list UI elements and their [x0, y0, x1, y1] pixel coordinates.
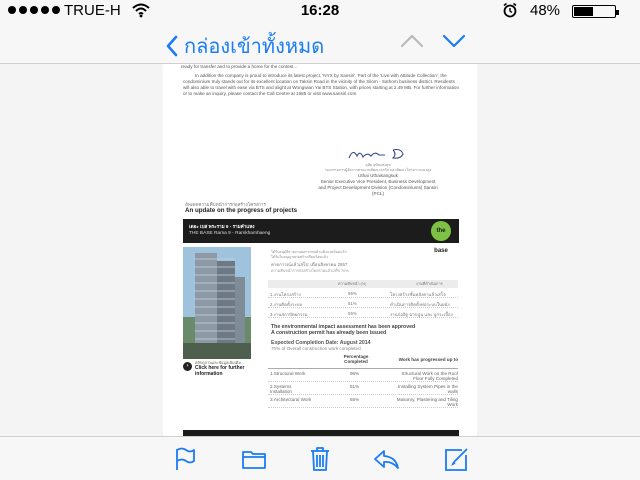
signature-image	[345, 146, 415, 162]
more-info-label: Click here for further information	[195, 365, 245, 377]
chevron-left-icon	[166, 35, 178, 57]
row-item: 1.Structural Work	[270, 371, 306, 376]
update-heading: An update on the progress of projects	[185, 207, 298, 214]
row-item: 2.Systems Installation	[270, 384, 292, 394]
signer-name-th: อุทัย อุทัยแสงสุข	[365, 163, 391, 167]
flag-icon	[170, 445, 198, 473]
progress-table	[268, 353, 458, 408]
header-pct-th: ความคืบหน้า (%)	[338, 282, 367, 286]
compose-button[interactable]	[442, 445, 470, 473]
row-work: Masonry, Plastering and Tiling Work	[396, 397, 458, 407]
previous-message-button[interactable]	[400, 32, 424, 55]
building-photo[interactable]	[183, 247, 251, 359]
eia-status-th: ได้รับอนุมัติรายงานผลกระทบด้านสิ่งแวดล้อมแล้ว	[271, 250, 347, 254]
compose-icon	[442, 445, 470, 473]
battery-icon	[572, 5, 616, 18]
carrier-name: TRUE-H	[64, 2, 121, 19]
reply-button[interactable]	[372, 445, 400, 473]
intro-top-text: ready for transfer and to provide a home for the contest...	[181, 64, 298, 69]
update-heading-th: อัพเดตความคืบหน้าการก่อสร้างโครงการ	[185, 202, 266, 207]
row-item: 1.งานโครงสร้าง	[270, 292, 301, 297]
progress-table-th	[268, 280, 458, 318]
chevron-down-icon	[442, 32, 466, 50]
signer-title-line-2: and Project Development Division (Condominiums) Sansiri	[318, 185, 438, 190]
status-bar	[0, 0, 640, 22]
overall-progress: 70% of Overall construction work completed	[271, 346, 361, 351]
row-work: ดำเนินการติดตั้งท่อระบบในผนัง	[390, 302, 450, 307]
delete-button[interactable]	[306, 445, 334, 473]
row-work: โครงสร้างชั้นหลังคาแล้วเสร็จ	[390, 292, 446, 297]
row-pct: 51%	[348, 301, 357, 306]
row-item: 2.งานติดตั้งระบบ	[270, 302, 303, 307]
project-name: THE BASE Rama 9 - Ramkhamhaeng	[189, 231, 271, 236]
signer-title-line-1: Senior Executive Vice President, Business Development	[320, 179, 436, 184]
bottom-toolbar	[0, 436, 640, 480]
row-pct: 51%	[350, 384, 360, 389]
table-row	[268, 369, 458, 382]
table-row	[268, 382, 458, 395]
trash-icon	[306, 445, 334, 473]
row-pct: 55%	[348, 311, 357, 316]
signer-title-th: รองกรรมการผู้จัดการสายงานพัฒนาธุรกิจ และพัฒนาโครงการแนวสูง	[324, 168, 432, 172]
project-status-th	[271, 250, 421, 260]
signature-block	[283, 163, 473, 197]
expected-completion-th: คาดการณ์แล้วเสร็จ: เดือนสิงหาคม 2557	[271, 262, 348, 267]
signer-name: Uthai Uthaisangsuk	[358, 173, 398, 178]
expected-completion: Expected Completion Date: August 2014	[271, 340, 371, 346]
folder-icon	[240, 445, 268, 473]
row-pct: 55%	[350, 397, 360, 402]
permit-status: A construction permit has already been issued	[271, 330, 387, 336]
table-row	[268, 288, 458, 298]
flag-button[interactable]	[170, 445, 198, 473]
navigation-bar	[0, 22, 640, 64]
next-message-button[interactable]	[442, 32, 466, 55]
project-logo: the base	[431, 221, 451, 241]
completion-status-th	[271, 261, 421, 274]
row-item: 3.Architectural Work	[270, 397, 312, 402]
table-header	[268, 353, 458, 369]
alarm-icon	[502, 2, 518, 22]
move-to-folder-button[interactable]	[240, 445, 268, 473]
overall-progress-th: ความคืบหน้าการก่อสร้างโดยรวมแล้วเสร็จ 70%	[271, 269, 349, 273]
row-pct: 96%	[350, 371, 360, 376]
header-pct: Percentage Completed	[343, 354, 369, 364]
back-to-inbox-button[interactable]	[166, 30, 324, 62]
row-work: Installing System Pipes in the walls	[397, 384, 458, 394]
header-work-th: งานที่ดำเนินการ	[416, 282, 443, 286]
battery-percent: 48%	[530, 2, 561, 19]
eia-status: The environmental impact assessment has been approved	[271, 324, 416, 330]
row-work: งานก่ออิฐ ฉาบปูน และ ปูกระเบื้อง	[390, 312, 453, 317]
table-row	[268, 298, 458, 308]
row-work: Structural Work on the Roof Floor Fully Completed	[401, 371, 458, 381]
email-newsletter-image[interactable]	[163, 64, 477, 444]
clock: 16:28	[300, 2, 340, 19]
table-header	[268, 280, 458, 288]
project-name-th: เดอะ เบส พระราม 9 - รามคำแหง	[189, 224, 255, 229]
intro-paragraph: In addition the company is proud to introduce its latest project, 'NYX by Sansiri'. Part of the 'Live with Attitude Collection', the condominium truly stands out for its excellent location on Taksin Road in the vicinity of the Silom - Sathorn business district. Residents will also able to travel with ease via BTS and alight at Wongwian Yai BTS Station, with prices starting at 2.49 MB. For further information or to make an inquiry, please contact the Call Centre at 1685 or visit www.sansiri.com	[183, 73, 460, 96]
table-row	[268, 395, 458, 408]
row-pct: 96%	[348, 291, 357, 296]
more-info-th: คลิกดูภาพและข้อมูลเพิ่มเติม	[195, 361, 241, 365]
reply-icon	[372, 445, 400, 473]
header-work: Work has progressed up to	[398, 357, 458, 362]
signer-title-line-3: (PCL)	[372, 191, 384, 196]
row-item: 3.งานสถาปัตยกรรม	[270, 312, 308, 317]
table-row	[268, 308, 458, 318]
chevron-up-icon	[400, 32, 424, 50]
info-icon: ›	[183, 362, 192, 371]
back-label: กล่องเข้าทั้งหมด	[184, 36, 325, 58]
permit-status-th: ได้รับใบอนุญาตก่อสร้างเรียบร้อยแล้ว	[271, 255, 328, 259]
